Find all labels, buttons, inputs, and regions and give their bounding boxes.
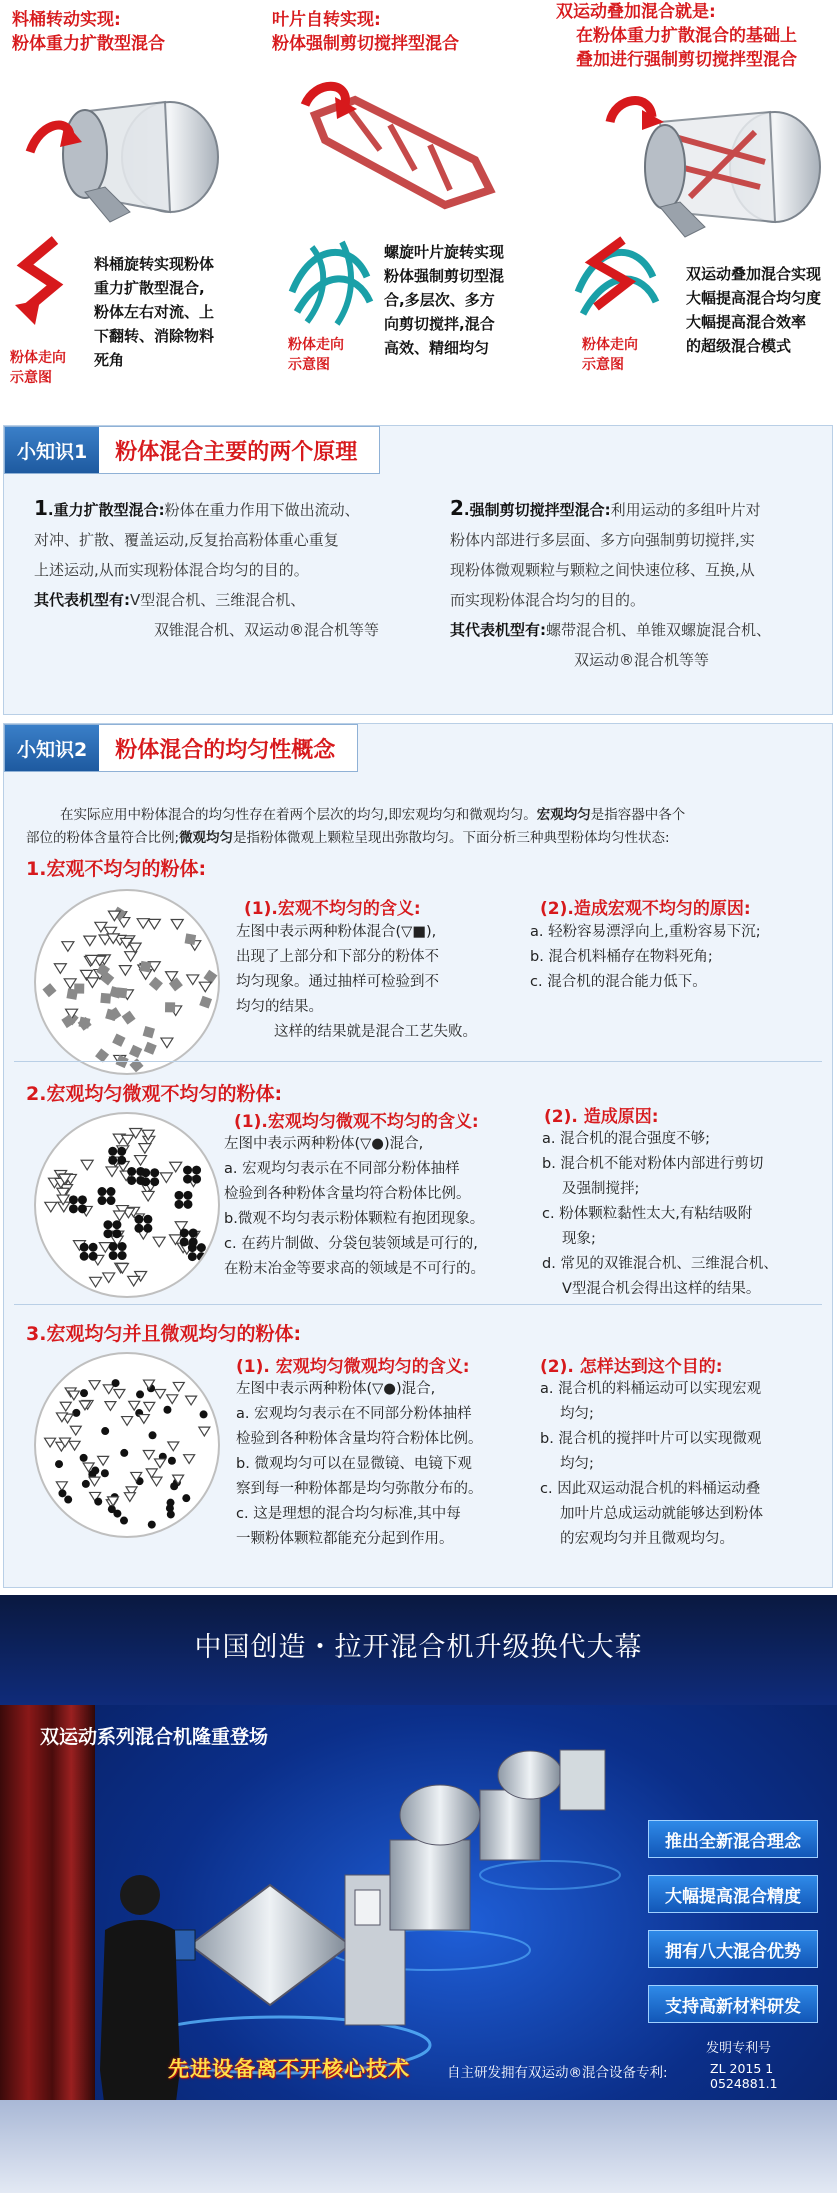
intro-bold1: 宏观均匀	[536, 807, 591, 823]
macro-nonuniform-svg	[36, 891, 220, 1075]
square-particle	[112, 1033, 125, 1046]
shear-num: 2	[450, 496, 464, 520]
col3-desc-line: 大幅提高混合均匀度	[686, 289, 822, 307]
col2-desc-line: 螺旋叶片旋转实现	[384, 243, 505, 261]
triangle-particle	[122, 1417, 133, 1426]
triangle-particle	[62, 942, 74, 952]
dot-particle	[167, 1499, 175, 1507]
dot-particle	[120, 1517, 128, 1525]
dot-particle	[143, 1215, 152, 1224]
triangle-particle	[186, 1396, 197, 1405]
dot-particle	[69, 1204, 78, 1213]
powder-flow-spiral-icon	[282, 232, 377, 327]
triangle-particle	[135, 1156, 147, 1166]
dot-particle	[69, 1195, 78, 1204]
s2-b-line: b. 混合机不能对粉体内部进行剪切	[542, 1156, 764, 1172]
dot-particle	[58, 1489, 66, 1497]
s1-a-line: 均匀的结果。	[236, 999, 323, 1015]
dot-particle	[120, 1449, 128, 1457]
mechanism-section	[0, 0, 837, 415]
col1-arrow-caption-line1: 粉体走向	[10, 350, 66, 366]
macro-uniform-micro-nonuniform-diagram	[34, 1112, 220, 1298]
s1-a-line: 出现了上部分和下部分的粉体不	[236, 949, 439, 965]
gravity-models1: V型混合机、三维混合机、	[130, 591, 306, 609]
knowledge-box-2	[3, 723, 833, 1588]
col3-title	[556, 0, 797, 72]
triangle-particle	[137, 919, 149, 929]
knowledge-1-title: 粉体混合主要的两个原理	[115, 439, 358, 465]
dot-particle	[80, 1454, 88, 1462]
triangle-particle	[170, 1162, 182, 1172]
gravity-mixing-line	[34, 493, 414, 525]
col3-desc-line: 双运动叠加混合实现	[686, 265, 822, 283]
dot-particle	[150, 1177, 159, 1186]
triangle-particle	[173, 1382, 184, 1391]
s1-b-title: (2).造成宏观不均匀的原因:	[540, 899, 751, 919]
square-particle	[149, 977, 163, 991]
dot-particle	[55, 1460, 63, 1468]
dot-particle	[91, 1467, 99, 1475]
triangle-particle	[199, 982, 211, 992]
powder-flow-arrow-icon	[10, 235, 70, 330]
shear-models2: 双运动®混合机等等	[574, 651, 710, 669]
shear-line2: 粉体内部进行多层面、多方向强制剪切搅拌,实	[450, 531, 755, 549]
dot-particle	[98, 1187, 107, 1196]
dot-particle	[167, 1510, 175, 1518]
s2-a-line: 检验到各种粉体含量均符合粉体比例。	[224, 1186, 471, 1202]
promo-banner	[0, 1595, 837, 2193]
triangle-particle	[114, 1211, 126, 1221]
s3-a-title: (1). 宏观均匀微观均匀的含义:	[236, 1357, 470, 1377]
shear-models1: 螺带混合机、单锥双螺旋混合机、	[546, 621, 772, 639]
section1-title: 1.宏观不均匀的粉体:	[26, 858, 207, 880]
dot-particle	[150, 1168, 159, 1177]
s3-a-line: b. 微观均匀可以在显微镜、电镜下观	[236, 1456, 472, 1472]
triangle-particle	[86, 978, 98, 988]
triangle-particle	[144, 1402, 155, 1411]
col2-title	[272, 8, 459, 56]
banner-slogan: 先进设备离不开核心技术	[168, 2057, 410, 2081]
dot-particle	[80, 1252, 89, 1261]
s3-b-line: 加叶片总成运动就能够达到粉体	[560, 1506, 763, 1522]
dot-particle	[148, 1521, 156, 1529]
gravity-heading: .重力扩散型混合:	[47, 501, 165, 519]
triangle-particle	[184, 1455, 195, 1464]
s3-a-line: 检验到各种粉体含量均符合粉体比例。	[236, 1431, 483, 1447]
macro-micro-uniform-svg	[36, 1354, 220, 1538]
dot-particle	[109, 1242, 118, 1251]
dot-particle	[89, 1252, 98, 1261]
s3-a-line: c. 这是理想的混合均匀标准,其中每	[236, 1506, 461, 1522]
s3-a-text	[236, 1377, 536, 1552]
square-particle	[199, 996, 212, 1009]
triangle-particle	[90, 1277, 102, 1287]
triangle-particle	[138, 1415, 149, 1424]
col3-desc	[686, 262, 821, 358]
patent-line: 自主研发拥有双运动®混合设备专利:	[447, 2065, 668, 2081]
dot-particle	[197, 1243, 206, 1252]
square-particle	[143, 1026, 155, 1038]
dot-particle	[118, 1251, 127, 1260]
col3-desc-line: 大幅提高混合效率	[686, 313, 807, 331]
dot-particle	[192, 1166, 201, 1175]
s2-a-text	[224, 1132, 534, 1282]
col3-arrow-caption-line2: 示意图	[582, 357, 624, 373]
triangle-particle	[187, 975, 199, 985]
triangle-particle	[70, 1426, 81, 1435]
triangle-particle	[45, 1438, 56, 1447]
dot-particle	[174, 1200, 183, 1209]
square-particle	[165, 1002, 175, 1012]
dot-particle	[143, 1224, 152, 1233]
s3-b-line: a. 混合机的料桶运动可以实现宏观	[540, 1381, 762, 1397]
dot-particle	[141, 1168, 150, 1177]
col2-title-line2: 粉体强制剪切搅拌型混合	[272, 34, 459, 54]
col1-desc-line: 料桶旋转实现粉体	[94, 255, 215, 273]
gravity-num: 1	[34, 496, 48, 520]
col1-desc-line: 重力扩散型混合,	[94, 279, 205, 297]
banner-subtitle: 双运动系列混合机隆重登场	[40, 1726, 269, 1748]
col2-title-line1: 叶片自转实现:	[272, 10, 381, 30]
dot-particle	[149, 1431, 157, 1439]
triangle-particle	[105, 1402, 116, 1411]
intro-part2: 是指容器中各个	[590, 807, 686, 823]
col3-title-line1: 双运动叠加混合就是:	[556, 2, 716, 22]
dot-particle	[127, 1176, 136, 1185]
dot-particle	[72, 1409, 80, 1417]
intro-part1: 在实际应用中粉体混合的均匀性存在着两个层次的均匀,即宏观均匀和微观均匀。	[60, 807, 537, 823]
divider	[14, 1061, 822, 1062]
col1-arrow-caption	[10, 348, 66, 388]
feature-pill-1: 推出全新混合理念	[648, 1820, 818, 1858]
dot-particle	[98, 1196, 107, 1205]
triangle-particle	[143, 1451, 154, 1460]
feature-pill-2: 大幅提高混合精度	[648, 1875, 818, 1913]
col1-arrow-caption-line2: 示意图	[10, 370, 52, 386]
section3-title: 3.宏观均匀并且微观均匀的粉体:	[26, 1323, 302, 1345]
dot-particle	[197, 1252, 206, 1261]
spiral-blade-illustration	[295, 75, 515, 225]
dot-particle	[183, 1166, 192, 1175]
square-particle	[140, 961, 152, 973]
triangle-particle	[146, 1469, 157, 1478]
s3-b-line: 的宏观均匀并且微观均匀。	[560, 1531, 734, 1547]
dot-particle	[189, 1228, 198, 1237]
dot-particle	[107, 1196, 116, 1205]
dot-particle	[117, 1147, 126, 1156]
s1-a-text	[236, 920, 526, 1045]
dot-particle	[183, 1200, 192, 1209]
dot-particle	[113, 1510, 121, 1518]
s2-a-line: c. 在药片制做、分袋包装领域是可行的,	[224, 1236, 478, 1252]
triangle-particle	[148, 919, 160, 929]
rotating-drum-illustration	[10, 62, 240, 232]
s1-b-line: c. 混合机的混合能力低下。	[530, 974, 707, 990]
triangle-particle	[56, 1482, 67, 1491]
col3-desc-line: 的超级混合模式	[686, 337, 792, 355]
square-particle	[185, 933, 197, 945]
col3-title-line2: 在粉体重力扩散混合的基础上	[576, 26, 797, 46]
triangle-particle	[160, 1173, 172, 1183]
triangle-particle	[167, 1395, 178, 1404]
col1-title	[12, 8, 165, 56]
dot-particle	[64, 1496, 72, 1504]
triangle-particle	[60, 1402, 71, 1411]
s2-b-line: c. 粉体颗粒黏性太大,有粘结吸附	[542, 1206, 753, 1222]
dot-particle	[189, 1237, 198, 1246]
col1-title-line1: 料桶转动实现:	[12, 10, 121, 30]
intro-bold2: 微观均匀	[179, 830, 234, 846]
triangle-particle	[171, 919, 183, 929]
intro-part4: 是指粉体微观上颗粒呈现出弥散均匀。下面分析三种典型粉体均匀性状态:	[233, 830, 670, 846]
triangle-particle	[161, 1038, 173, 1048]
s2-a-line: 左图中表示两种粉体(▽●)混合,	[224, 1136, 424, 1152]
triangle-particle	[155, 1390, 166, 1399]
s3-a-line: 左图中表示两种粉体(▽●)混合,	[236, 1381, 436, 1397]
s3-b-line: c. 因此双运动混合机的料桶运动叠	[540, 1481, 761, 1497]
dot-particle	[188, 1252, 197, 1261]
col1-desc-line: 下翻转、消除物料	[94, 327, 215, 345]
triangle-particle	[129, 1401, 140, 1410]
triangle-particle	[54, 964, 66, 974]
gravity-line3: 上述运动,从而实现粉体混合均匀的目的。	[34, 561, 309, 579]
triangle-particle	[128, 1276, 140, 1286]
dot-particle	[101, 1469, 109, 1477]
dot-particle	[170, 1482, 178, 1490]
dot-particle	[168, 1457, 176, 1465]
dot-particle	[112, 1379, 120, 1387]
triangle-particle	[124, 1493, 135, 1502]
col2-desc-line: 粉体强制剪切型混	[384, 267, 505, 285]
dot-particle	[89, 1243, 98, 1252]
s2-b-line: V型混合机会得出这样的结果。	[562, 1281, 761, 1297]
s2-b-line: d. 常见的双锥混合机、三维混合机、	[542, 1256, 778, 1272]
dot-particle	[134, 1215, 143, 1224]
knowledge-2-header	[4, 724, 358, 772]
triangle-particle	[103, 1273, 115, 1283]
triangle-particle	[106, 1167, 118, 1177]
dot-particle	[112, 1220, 121, 1229]
dot-particle	[82, 1480, 90, 1488]
dot-particle	[80, 1389, 88, 1397]
knowledge-1-header	[4, 426, 380, 474]
gravity-line1: 粉体在重力作用下做出流动、	[164, 501, 360, 519]
shear-mixing-text	[450, 493, 830, 675]
shear-line1: 利用运动的多组叶片对	[610, 501, 761, 519]
s2-b-title: (2). 造成原因:	[544, 1107, 659, 1127]
s3-a-line: 察到每一种粉体都是均匀弥散分布的。	[236, 1481, 483, 1497]
shear-line3: 现粉体微观颗粒与颗粒之间快速位移、互换,从	[450, 561, 755, 579]
col2-arrow-caption	[288, 335, 344, 375]
patent-label: 发明专利号	[706, 2041, 772, 2056]
s3-a-line: 一颗粉体颗粒都能充分起到作用。	[236, 1531, 454, 1547]
dot-particle	[141, 1177, 150, 1186]
dot-particle	[182, 1494, 190, 1502]
divider	[14, 1304, 822, 1305]
knowledge-2-badge: 小知识2	[5, 725, 99, 771]
s3-b-line: 均匀;	[560, 1456, 594, 1472]
s1-b-line: a. 轻粉容易漂浮向上,重粉容易下沉;	[530, 924, 761, 940]
dot-particle	[136, 1390, 144, 1398]
triangle-particle	[199, 1427, 210, 1436]
col3-arrow-caption	[582, 335, 638, 375]
knowledge-2-title: 粉体混合的均匀性概念	[115, 737, 336, 763]
dot-particle	[80, 1243, 89, 1252]
dot-particle	[183, 1191, 192, 1200]
triangle-particle	[103, 1385, 114, 1394]
triangle-particle	[168, 1442, 179, 1451]
triangle-particle	[122, 1135, 134, 1145]
dot-particle	[101, 1427, 109, 1435]
s3-a-line: a. 宏观均匀表示在不同部分粉体抽样	[236, 1406, 472, 1422]
dot-particle	[192, 1175, 201, 1184]
intro-part3: 部位的粉体含量符合比例;	[26, 830, 180, 846]
s1-a-title: (1).宏观不均匀的含义:	[244, 899, 421, 919]
s3-b-line: 均匀;	[560, 1406, 594, 1422]
macro-uniform-micro-nonuniform-svg	[36, 1114, 220, 1298]
knowledge-1-badge: 小知识1	[5, 427, 99, 473]
gravity-line2: 对冲、扩散、覆盖运动,反复抬高粉体重心重复	[34, 531, 339, 549]
triangle-particle	[89, 1381, 100, 1390]
dot-particle	[200, 1410, 208, 1418]
s1-b-text	[530, 920, 830, 995]
dot-particle	[103, 1220, 112, 1229]
section2-title: 2.宏观均匀微观不均匀的粉体:	[26, 1083, 283, 1105]
square-particle	[100, 993, 111, 1004]
dot-particle	[180, 1237, 189, 1246]
s2-a-line: a. 宏观均匀表示在不同部分粉体抽样	[224, 1161, 460, 1177]
dot-particle	[103, 1229, 112, 1238]
feature-pill-4: 支持高新材料研发	[648, 1985, 818, 2023]
triangle-particle	[153, 1237, 165, 1247]
s2-b-line: 现象;	[562, 1231, 596, 1247]
knowledge-box-1	[3, 425, 833, 715]
triangle-particle	[45, 1202, 57, 1212]
stage-floor	[0, 2100, 837, 2193]
gravity-models-label: 其代表机型有:	[34, 591, 130, 609]
triangle-particle	[114, 1389, 125, 1398]
dot-particle	[180, 1228, 189, 1237]
s1-a-line: 均匀现象。通过抽样可检验到不	[236, 974, 439, 990]
s2-b-line: 及强制搅拌;	[562, 1181, 640, 1197]
square-particle	[116, 987, 127, 998]
dot-particle	[78, 1195, 87, 1204]
macro-micro-uniform-diagram	[34, 1352, 220, 1538]
dot-particle	[163, 1406, 171, 1414]
dot-particle	[134, 1224, 143, 1233]
triangle-particle	[98, 1456, 109, 1465]
uniformity-intro	[26, 804, 816, 850]
s3-b-title: (2). 怎样达到这个目的:	[540, 1357, 723, 1377]
col1-title-line2: 粉体重力扩散型混合	[12, 34, 165, 54]
col2-desc-line: 高效、精细均匀	[384, 339, 490, 357]
s2-b-line: a. 混合机的混合强度不够;	[542, 1131, 710, 1147]
s2-a-line: 在粉末冶金等要求高的领域是不可行的。	[224, 1261, 485, 1277]
square-particle	[144, 1042, 157, 1055]
square-particle	[42, 983, 56, 997]
s3-b-line: b. 混合机的搅拌叶片可以实现微观	[540, 1431, 762, 1447]
gravity-mixing-text	[34, 493, 414, 645]
col1-desc	[94, 252, 214, 372]
dot-particle	[109, 1251, 118, 1260]
s2-a-title: (1).宏观均匀微观不均匀的含义:	[234, 1112, 479, 1132]
dot-particle	[118, 1242, 127, 1251]
dot-particle	[78, 1204, 87, 1213]
macro-nonuniform-diagram	[34, 889, 220, 1075]
triangle-particle	[139, 1144, 151, 1154]
s1-a-line: 左图中表示两种粉体混合(▽■),	[236, 924, 437, 940]
dot-particle	[127, 1167, 136, 1176]
s1-a-line: 这样的结果就是混合工艺失败。	[274, 1024, 477, 1040]
col2-arrow-caption-line2: 示意图	[288, 357, 330, 373]
col1-desc-line: 粉体左右对流、上	[94, 303, 215, 321]
triangle-particle	[151, 1477, 162, 1486]
triangle-particle	[142, 1191, 154, 1201]
dot-particle	[108, 1156, 117, 1165]
gravity-models2: 双锥混合机、双运动®混合机等等	[154, 621, 380, 639]
s3-b-text	[540, 1377, 830, 1552]
dot-particle	[94, 1498, 102, 1506]
patent-number: ZL 2015 1 0524881.1	[710, 2061, 778, 2091]
triangle-particle	[154, 1459, 165, 1468]
triangle-particle	[89, 1477, 100, 1486]
shear-models-label: 其代表机型有:	[450, 621, 546, 639]
dot-particle	[174, 1191, 183, 1200]
col3-arrow-caption-line1: 粉体走向	[582, 337, 638, 353]
triangle-particle	[69, 1441, 80, 1450]
col2-desc-line: 向剪切搅拌,混合	[384, 315, 495, 333]
shear-heading: .强制剪切搅拌型混合:	[463, 501, 611, 519]
dot-particle	[183, 1175, 192, 1184]
dot-particle	[108, 1147, 117, 1156]
triangle-particle	[119, 966, 131, 976]
banner-title: 中国创造・拉开混合机升级换代大幕	[194, 1632, 643, 1663]
triangle-particle	[84, 936, 96, 946]
dual-motion-drum-illustration	[590, 82, 825, 242]
square-particle	[74, 984, 84, 994]
s2-b-text	[542, 1127, 832, 1302]
col2-arrow-caption-line1: 粉体走向	[288, 337, 344, 353]
square-particle	[122, 1011, 136, 1025]
dot-particle	[107, 1187, 116, 1196]
shear-line4: 而实现粉体混合均匀的目的。	[450, 591, 646, 609]
feature-pill-3: 拥有八大混合优势	[648, 1930, 818, 1968]
triangle-particle	[81, 1160, 93, 1170]
col2-desc	[384, 240, 504, 360]
powder-flow-combined-icon	[568, 232, 663, 327]
s2-a-line: b.微观不均匀表示粉体颗粒有抱团现象。	[224, 1211, 485, 1227]
dot-particle	[112, 1229, 121, 1238]
square-particle	[129, 1045, 142, 1058]
col1-desc-line: 死角	[94, 351, 125, 369]
dot-particle	[117, 1156, 126, 1165]
s1-b-line: b. 混合机料桶存在物料死角;	[530, 949, 713, 965]
col3-title-line3: 叠加进行强制剪切搅拌型混合	[576, 50, 797, 70]
col2-desc-line: 合,多层次、多方	[384, 291, 495, 309]
